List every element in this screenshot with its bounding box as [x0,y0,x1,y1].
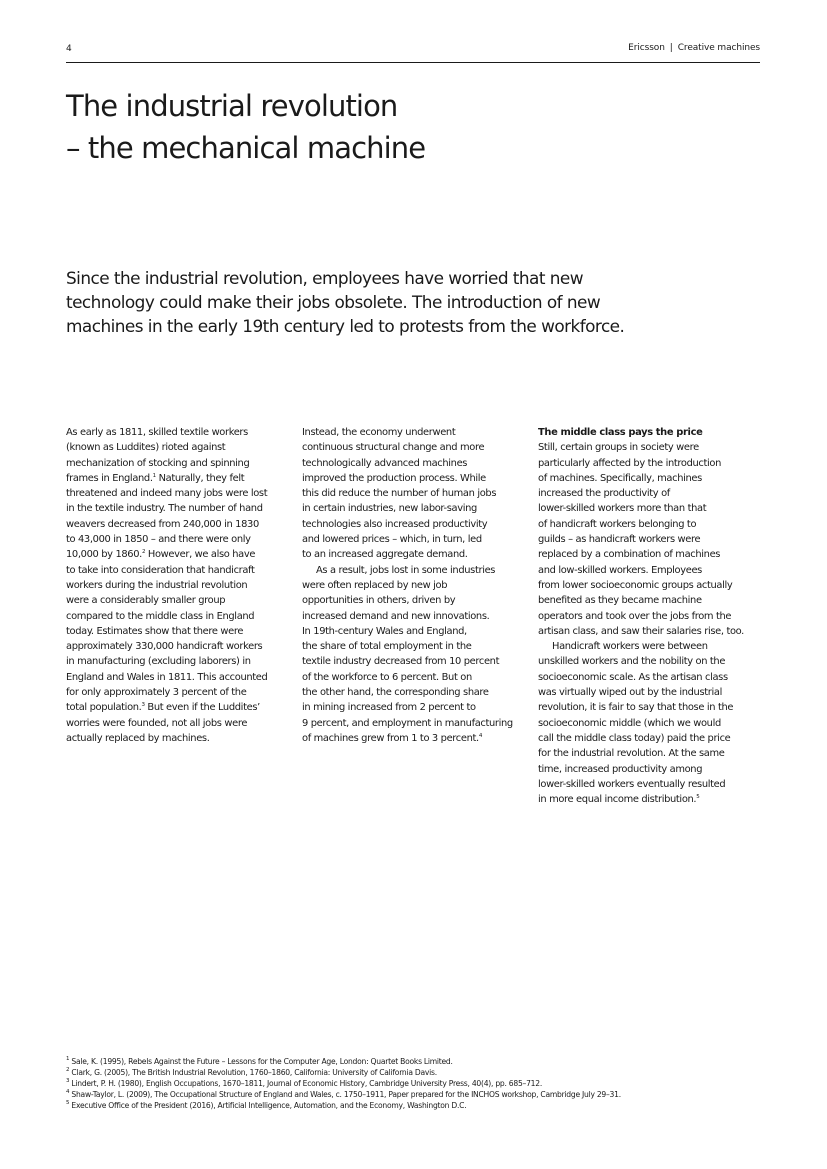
text-line: continuous structural change and more [302,442,485,454]
page-header [66,42,760,63]
text-line: for only approximately 3 percent of the [66,687,247,699]
body-paragraph [66,425,291,746]
text-line: guilds – as handicraft workers were [538,534,701,546]
text-line: technologically advanced machines [302,457,468,469]
text-line: 9 percent, and employment in manufacturing [302,717,513,729]
page-number: 4 [66,44,72,54]
text-line: increased demand and new innovations. [302,610,490,622]
text-line: benefited as they became machine [538,595,702,607]
footnote-ref: 5 [696,794,700,801]
text-line: of machines grew from 1 to 3 percent.$^4$ [302,732,482,744]
text-line: the other hand, the corresponding share [302,687,489,699]
text-line: in the textile industry. The number of hand [66,503,263,515]
text-line: lower-skilled workers eventually resulted [538,778,726,790]
text-line: workers during the industrial revolution [66,579,248,591]
footnote-ref: 4 [478,732,482,739]
text-line: the share of total employment in the [302,641,472,653]
header-separator: | [669,43,673,53]
intro-paragraph [66,266,646,338]
section-subheading: The middle class pays the price [538,427,703,438]
body-column-3 [538,425,763,807]
text-line: revolution, it is fair to say that those in the [538,702,734,714]
footnote-ref: 2 [141,549,146,556]
text-line: lower-skilled workers more than that [538,503,707,515]
text-line: total population.$^3$ But even if the Luddites’ [66,702,260,714]
text-line: In 19th-century Wales and England, [302,625,467,637]
footnotes [66,1056,760,1111]
company-name: Ericsson [628,43,665,53]
text-line: were often replaced by new job [302,579,448,591]
text-line: technologies also increased productivity [302,518,488,530]
running-head [628,43,760,53]
text-line: operators and took over the jobs from the [538,610,732,622]
body-column-1 [66,425,291,746]
text-line: from lower socioeconomic groups actually [538,579,733,591]
text-line: replaced by a combination of machines [538,549,721,561]
text-line: unskilled workers and the nobility on the [538,656,726,668]
text-line: of handicraft workers belonging to [538,518,697,530]
text-line: As early as 1811, skilled textile workers [66,427,248,438]
text-line: threatened and indeed many jobs were lost [66,488,268,500]
text-line: Handicraft workers were between [552,641,708,653]
text-line: for the industrial revolution. At the same [538,748,725,760]
body-paragraph [538,425,763,807]
body-column-2 [302,425,527,746]
text-line: of the workforce to 6 percent. But on [302,671,472,683]
text-line: call the middle class today) paid the price [538,732,731,744]
text-line: socioeconomic middle (which we would [538,717,721,729]
text-line: socioeconomic scale. As the artisan class [538,671,728,683]
text-line: in manufacturing (excluding laborers) in [66,656,251,668]
text-line: worries were founded, not all jobs were [66,717,248,729]
text-line: compared to the middle class in England [66,610,255,622]
text-line: actually replaced by machines. [66,732,210,744]
publication-title: Creative machines [677,43,760,53]
text-line: improved the production process. While [302,472,486,484]
text-line: Still, certain groups in society were [538,442,699,454]
text-line: 10,000 by 1860.$^2$ However, we also have [66,549,256,561]
footnote: $^3$ Lindert, P. H. (1980), English Occupations, 1670–1811, Journal of Economic History, Cambridge University Press, 40(4), pp. 685–712. [66,1078,543,1088]
title-line-2: – the mechanical machine [66,131,426,165]
footnote: $^5$ Executive Office of the President (2016), Artificial Intelligence, Automation, and the Economy, Washington D.C. [66,1100,467,1110]
body-paragraph [302,425,527,746]
text-line: increased the productivity of [538,488,670,500]
footnote-ref: 1 [152,472,156,479]
footnote: $^2$ Clark, G. (2005), The British Industrial Revolution, 1760–1860, California: University of California Davis. [66,1067,437,1077]
text-line: in more equal income distribution.$^5$ [538,794,700,806]
text-line: artisan class, and saw their salaries rise, too. [538,625,744,637]
text-line: Instead, the economy underwent [302,427,456,438]
text-line: this did reduce the number of human jobs [302,488,497,500]
text-line: in certain industries, new labor-saving [302,503,477,515]
text-line: today. Estimates show that there were [66,625,244,637]
text-line: As a result, jobs lost in some industries [316,564,496,576]
footnote: $^1$ Sale, K. (1995), Rebels Against the Future – Lessons for the Computer Age, London: Quartet Books Limited. [66,1056,453,1066]
text-line: particularly affected by the introduction [538,457,722,469]
text-line: was virtually wiped out by the industrial [538,687,722,699]
text-line: were a considerably smaller group [66,595,226,607]
intro-line: technology could make their jobs obsolete. The introduction of new [66,292,601,312]
text-line: textile industry decreased from 10 percent [302,656,500,668]
text-line: to 43,000 in 1850 – and there were only [66,534,251,546]
text-line: time, increased productivity among [538,763,703,775]
text-line: to take into consideration that handicraft [66,564,255,576]
text-line: in mining increased from 2 percent to [302,702,476,714]
page-title [66,85,666,169]
text-line: to an increased aggregate demand. [302,549,468,561]
intro-line: Since the industrial revolution, employees have worried that new [66,268,583,288]
text-line: mechanization of stocking and spinning [66,457,250,469]
text-line: approximately 330,000 handicraft workers [66,641,263,653]
text-line: frames in England.$^1$ Naturally, they felt [66,472,245,484]
text-line: weavers decreased from 240,000 in 1830 [66,518,259,530]
text-line: (known as Luddites) rioted against [66,442,226,454]
text-line: of machines. Specifically, machines [538,472,702,484]
text-line: and lowered prices – which, in turn, led [302,534,482,546]
title-line-1: The industrial revolution [66,89,398,123]
footnote-ref: 3 [141,702,145,709]
intro-line: machines in the early 19th century led to protests from the workforce. [66,316,625,336]
text-line: England and Wales in 1811. This accounted [66,671,268,683]
footnote: $^4$ Shaw-Taylor, L. (2009), The Occupational Structure of England and Wales, c. 1750–1911, Paper prepared for the INCHOS workshop, Cambridge July 29–31. [66,1089,621,1099]
text-line: and low-skilled workers. Employees [538,564,702,576]
text-line: opportunities in others, driven by [302,595,456,607]
